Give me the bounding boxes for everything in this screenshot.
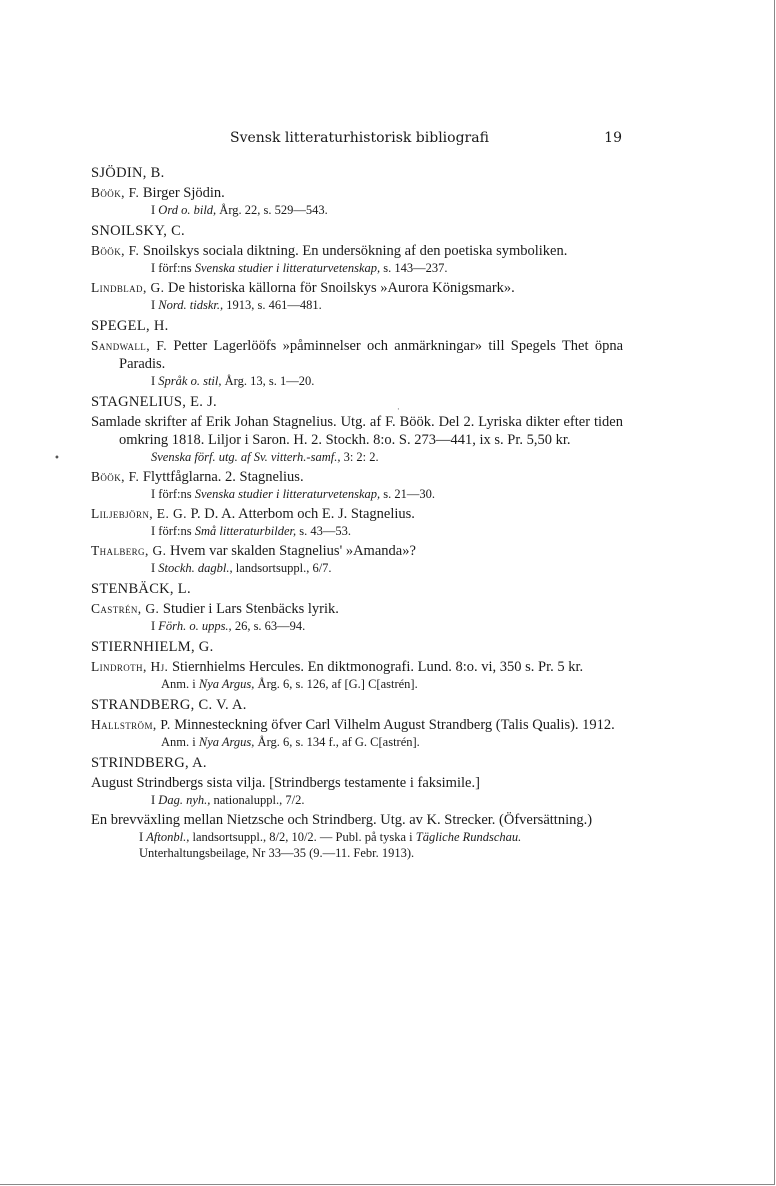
entry-reference: Anm. i Nya Argus, Årg. 6, s. 126, af [G.] C[astrén]. bbox=[161, 677, 418, 691]
entry bbox=[91, 716, 623, 734]
section-heading: SPEGEL, H. bbox=[91, 318, 169, 334]
entry bbox=[91, 279, 623, 297]
entry-reference: I Språk o. stil, Årg. 13, s. 1—20. bbox=[151, 374, 315, 388]
bibliography-body bbox=[91, 160, 623, 864]
entry-reference: I Förh. o. upps., 26, s. 63—94. bbox=[151, 619, 306, 633]
entry-author: Böök, F. bbox=[91, 243, 140, 258]
entry-author: Böök, F. bbox=[91, 469, 140, 484]
entry bbox=[91, 413, 623, 449]
entry-reference: I Nord. tidskr., 1913, s. 461—481. bbox=[151, 298, 322, 312]
entry bbox=[91, 658, 623, 676]
section-heading: STENBÄCK, L. bbox=[91, 581, 191, 597]
entry bbox=[91, 505, 623, 523]
stray-dot: · bbox=[397, 405, 400, 415]
entry-title: Studier i Lars Stenbäcks lyrik. bbox=[162, 601, 339, 617]
entry bbox=[91, 542, 623, 560]
entry bbox=[91, 774, 623, 792]
entry bbox=[91, 242, 623, 260]
entry bbox=[91, 184, 623, 202]
entry-reference: I Stockh. dagbl., landsortsuppl., 6/7. bbox=[151, 561, 332, 575]
entry bbox=[91, 811, 623, 829]
entry-author: Liljebjörn, E. G. bbox=[91, 506, 187, 521]
page-number: 19 bbox=[604, 130, 622, 146]
entry-title: Stiernhielms Hercules. En diktmonografi. Lund. 8:o. vi, 350 s. Pr. 5 kr. bbox=[171, 659, 584, 675]
entry-author: Hallström, P. bbox=[91, 717, 171, 732]
section-heading: STAGNELIUS, E. J. bbox=[91, 394, 217, 410]
entry-title: Minnesteckning öfver Carl Vilhelm August Strandberg (Talis Qualis). 1912. bbox=[174, 717, 615, 733]
section-heading: SNOILSKY, C. bbox=[91, 223, 185, 239]
entry-author: Böök, F. bbox=[91, 185, 140, 200]
entry-title: Samlade skrifter af Erik Johan Stagnelius. Utg. af F. Böök. Del 2. Lyriska dikter efter tiden omkring 1818. Liljor i Saron. H. 2. Stockh. 8:o. S. 273—441, ix s. Pr. 5,50 kr. bbox=[91, 414, 623, 448]
entry-reference: I Ord o. bild, Årg. 22, s. 529—543. bbox=[151, 203, 328, 217]
section-heading: STIERNHIELM, G. bbox=[91, 639, 214, 655]
entry-title: Petter Lagerlööfs »påminnelser och anmärkningar» till Spegels Thet öpna Paradis. bbox=[119, 338, 624, 372]
entry-reference: I förf:ns Små litteraturbilder, s. 43—53. bbox=[151, 524, 352, 538]
entry-reference: Anm. i Nya Argus, Årg. 6, s. 134 f., af G. C[astrén]. bbox=[161, 735, 420, 749]
entry-title: Flyttfåglarna. 2. Stagnelius. bbox=[142, 469, 304, 485]
entry-title: Birger Sjödin. bbox=[142, 185, 225, 201]
entry-reference: I Aftonbl., landsortsuppl., 8/2, 10/2. — Publ. på tyska i Tägliche Rundschau. Unterhaltungsbeilage, Nr 33—35 (9.—11. Febr. 1913). bbox=[139, 830, 522, 860]
running-title: Svensk litteraturhistorisk bibliografi bbox=[230, 130, 489, 146]
entry-author: Lindblad, G. bbox=[91, 280, 165, 295]
entry-title: August Strindbergs sista vilja. [Strindbergs testamente i faksimile.] bbox=[91, 775, 480, 791]
entry-title: P. D. A. Atterbom och E. J. Stagnelius. bbox=[190, 506, 415, 522]
section-heading: STRINDBERG, A. bbox=[91, 755, 207, 771]
entry bbox=[91, 337, 623, 373]
entry-title: En brevväxling mellan Nietzsche och Strindberg. Utg. av K. Strecker. (Öfversättning.) bbox=[91, 812, 593, 828]
section-heading: STRANDBERG, C. V. A. bbox=[91, 697, 247, 713]
entry-author: Castrén, G. bbox=[91, 601, 160, 616]
entry-reference: Svenska förf. utg. af Sv. vitterh.-samf., 3: 2: 2. bbox=[151, 450, 379, 464]
entry bbox=[91, 600, 623, 618]
margin-mark: • bbox=[54, 453, 60, 464]
entry-author: Lindroth, Hj. bbox=[91, 659, 169, 674]
entry-reference: I förf:ns Svenska studier i litteraturvetenskap, s. 21—30. bbox=[151, 487, 436, 501]
entry-reference: I Dag. nyh., nationaluppl., 7/2. bbox=[151, 793, 305, 807]
page-header bbox=[90, 130, 622, 152]
entry-author: Sandwall, F. bbox=[91, 338, 168, 353]
entry bbox=[91, 468, 623, 486]
entry-title: Snoilskys sociala diktning. En undersökning af den poetiska symboliken. bbox=[142, 243, 568, 259]
entry-title: Hvem var skalden Stagnelius' »Amanda»? bbox=[170, 543, 416, 559]
entry-reference: I förf:ns Svenska studier i litteraturvetenskap, s. 143—237. bbox=[151, 261, 448, 275]
section-heading: SJÖDIN, B. bbox=[91, 165, 165, 181]
entry-title: De historiska källorna för Snoilskys »Aurora Königsmark». bbox=[168, 280, 515, 296]
entry-author: Thalberg, G. bbox=[91, 543, 167, 558]
